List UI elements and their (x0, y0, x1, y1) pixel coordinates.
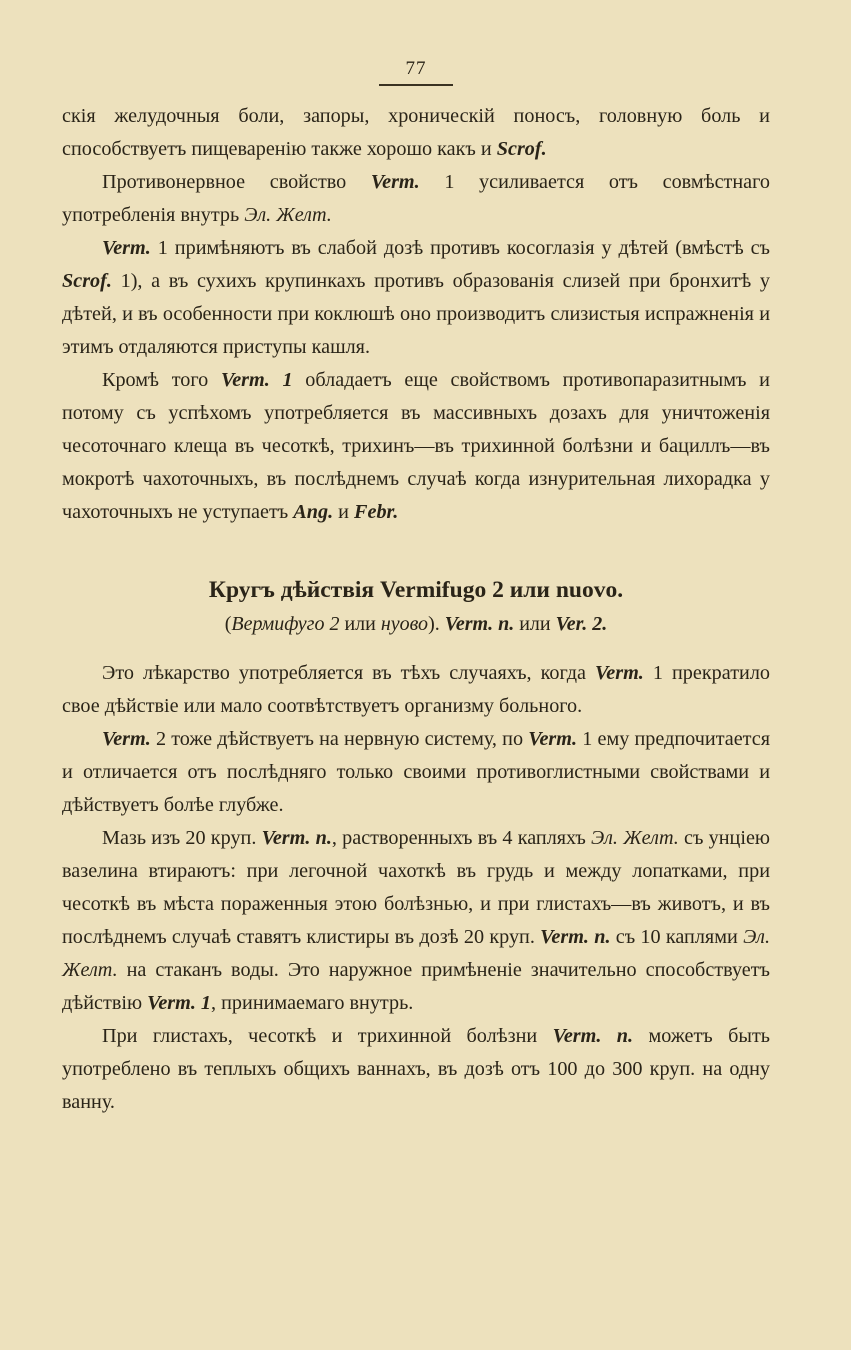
text-run: Это лѣкарство употребляется въ тѣхъ случаяхъ, когда (102, 662, 596, 684)
latin-remedy-name: Verm. 1 (147, 992, 212, 1014)
latin-remedy-name: Verm. n. (261, 827, 332, 849)
latin-remedy-name: Verm. (595, 662, 644, 684)
text-run: 1 усиливается отъ совмѣстнаго употребленія внутрь (62, 171, 770, 226)
italic-term: Вермифуго 2 (231, 613, 340, 635)
text-run: Противонервное свойство (102, 171, 371, 193)
latin-remedy-name: Verm. n. (444, 613, 515, 635)
text-run: можетъ быть употреблено въ теплыхъ общихъ ваннахъ, въ дозѣ отъ 100 до 300 круп. на одну ванну. (62, 1025, 770, 1113)
paragraph (62, 166, 770, 232)
latin-remedy-name: Verm. (102, 237, 151, 259)
latin-remedy-name: Scrof. (496, 138, 547, 160)
text-run: Кромѣ того (102, 369, 221, 391)
text-run: 1 примѣняютъ въ слабой дозѣ противъ косоглазія у дѣтей (вмѣстѣ съ (150, 237, 770, 259)
section-subheading (62, 609, 770, 639)
paragraph (62, 1020, 770, 1119)
paragraph (62, 822, 770, 1020)
italic-term: Эл. Желт. (591, 827, 679, 849)
paragraph (62, 232, 770, 364)
text-run: скія желудочныя боли, запоры, хроническій поносъ, головную боль и способствуетъ пищеваренію также хорошо какъ и (62, 105, 770, 160)
text-run: съ 10 каплями (610, 926, 744, 948)
text-run: 2 тоже дѣйствуетъ на нервную систему, по (150, 728, 529, 750)
latin-remedy-name: Verm. n. (540, 926, 611, 948)
latin-remedy-name: Ver. 2. (555, 613, 608, 635)
text-run: 1 прекратило свое дѣйствіе или мало соотвѣтствуетъ организму больного. (62, 662, 770, 717)
latin-remedy-name: Verm. 1 (220, 369, 293, 391)
book-page (62, 58, 770, 1119)
latin-remedy-name: Ang. (293, 501, 334, 523)
header-rule (379, 84, 453, 86)
latin-remedy-name: Verm. n. (552, 1025, 634, 1047)
text-run: , принимаемаго внутрь. (211, 992, 414, 1014)
text-run: или (514, 613, 556, 635)
latin-remedy-name: Verm. (370, 171, 420, 193)
paragraph (62, 100, 770, 166)
paragraph (62, 723, 770, 822)
text-run: 1), а въ сухихъ крупинкахъ противъ образованія слизей при бронхитѣ у дѣтей, и въ особенности при коклюшѣ оно производитъ слизистыя испражненія и этимъ отдаляются приступы кашля. (62, 270, 770, 358)
text-run: на стаканъ воды. Это наружное примѣненіе значительно способствуетъ дѣйствію (62, 959, 770, 1014)
italic-term: нуово (380, 613, 429, 635)
text-run: ). (428, 613, 445, 635)
text-run: При глистахъ, чесоткѣ и трихинной болѣзни (102, 1025, 553, 1047)
italic-term: Эл. Желт. (244, 204, 332, 226)
latin-remedy-name: Febr. (354, 501, 399, 523)
page-number: 77 (405, 58, 427, 79)
text-run: съ унціею вазелина втираютъ: при легочной чахоткѣ въ грудь и между лопатками, при чесоткѣ въ мѣста пораженныя этою болѣзнью, и при глистахъ—въ животъ, и въ послѣднемъ случаѣ ставятъ клистиры въ дозѣ 20 круп. (62, 827, 771, 948)
text-run: или (339, 613, 381, 635)
text-run: ( (224, 613, 232, 635)
text-run: Мазь изъ 20 круп. (102, 827, 262, 849)
text-run: , растворенныхъ въ 4 капляхъ (331, 827, 592, 849)
latin-remedy-name: Verm. (102, 728, 151, 750)
section-heading: Кругъ дѣйствія Vermifugo 2 или nuovo. (208, 577, 624, 603)
latin-remedy-name: Scrof. (62, 270, 112, 292)
paragraph (62, 364, 770, 529)
text-run: обладаетъ еще свойствомъ противопаразитнымъ и потому съ успѣхомъ употребляется въ массивныхъ дозахъ для уничтоженія чесоточнаго клеща въ чесоткѣ, трихинъ—въ трихинной болѣзни и бациллъ—въ мокротѣ чахоточныхъ, въ послѣднемъ случаѣ когда изнурительная лихорадка у чахоточныхъ не уступаетъ (62, 369, 770, 523)
paragraph (62, 657, 770, 723)
italic-term: Эл. Желт. (62, 926, 770, 981)
text-run: и (333, 501, 355, 523)
latin-remedy-name: Verm. (528, 728, 578, 750)
text-run: 1 ему предпочитается и отличается отъ послѣдняго только своими противоглистными свойствами и дѣйствуетъ болѣе глубже. (62, 728, 770, 816)
